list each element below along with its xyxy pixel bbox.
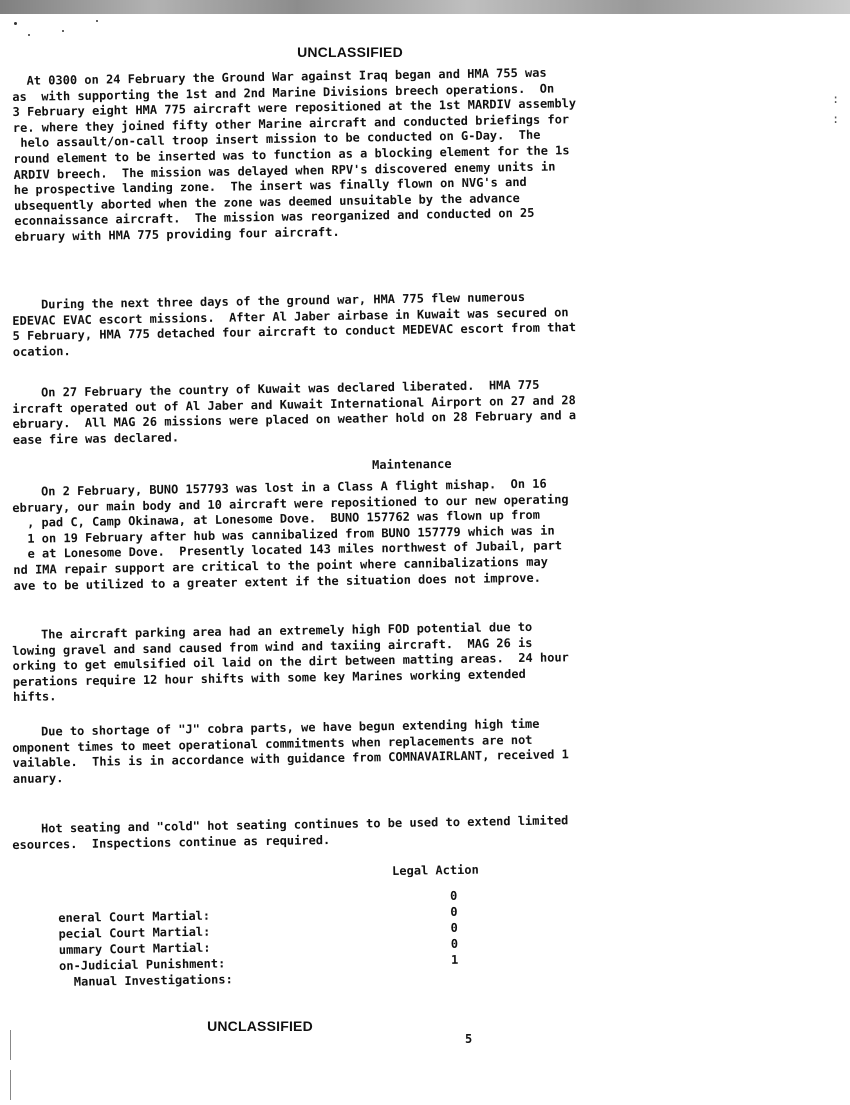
legal-row-label: eneral Court Martial: — [58, 908, 211, 925]
legal-row-count: 0 — [450, 904, 458, 919]
legal-row-label: ummary Court Martial: — [58, 940, 211, 957]
legal-row-count: 0 — [450, 936, 459, 951]
paragraph-ground-war: At 0300 on 24 February the Ground War against Iraq began and HMA 755 was as with supporting the 1st and 2nd Marine Divisions breech operations. On 3 February eight HMA 775 aircraft were repositioned at the 1st MARDIV assembly re. where they joined fifty other Marine aircraft and conducted briefings for helo assault/on-call troop insert mission to be conducted on G-Day. The round element to be inserted was to function as a blocking element for the 1s ARDIV breech. The mission was delayed when RPV's discovered enemy units in he prospective landing zone. The insert was finally flown on NVG's and ubsequently aborted when the zone was deemed unsuitable by the advance econnaissance aircraft. The mission was reorganized and conducted on 25 ebruary with HMA 775 providing four aircraft. — [12, 65, 577, 244]
legal-row-label: Manual Investigations: — [59, 972, 233, 989]
paragraph-hot-seating: Hot seating and "cold" hot seating continues to be used to extend limited esources. Inspections continue as required. — [12, 813, 569, 852]
paragraph-fod: The aircraft parking area had an extremely high FOD potential due to lowing gravel and sand caused from wind and taxiing aircraft. MAG 26 is orking to get emulsified oil laid on the dirt between matting areas. 24 hour perations require 12 hour shifts with some key Marines working extended hifts. — [12, 619, 569, 705]
scan-speck — [28, 34, 30, 36]
scan-speck — [14, 22, 17, 25]
legal-row-count: 0 — [449, 888, 458, 903]
legal-row-label: on-Judicial Punishment: — [59, 956, 226, 973]
scan-top-edge — [0, 0, 850, 14]
legal-row-count: 1 — [450, 952, 459, 967]
scan-margin-line — [10, 1070, 11, 1100]
edge-mark: : — [832, 92, 840, 106]
legal-row-count: 0 — [450, 920, 458, 935]
paragraph-mishap: On 2 February, BUNO 157793 was lost in a Class A flight mishap. On 16 ebruary, our main body and 10 aircraft were repositioned to our new operating , pad C, Camp Okinawa, at Lonesome Dove. BUNO 157762 was flown up from 1 on 19 February after hub was cannibalized from BUNO 157779 which was in e at Lonesome Dove. Presently located 143 miles northwest of Jubail, part nd IMA repair support are critical to the point where cannibalizations may ave to be utilized to a greater extent if the situation does not improve. — [12, 476, 569, 593]
scan-speck — [96, 20, 98, 22]
classification-bottom: UNCLASSIFIED — [207, 1018, 313, 1034]
scan-speck — [62, 30, 64, 32]
paragraph-cobra-parts: Due to shortage of "J" cobra parts, we have begun extending high time omponent times to meet operational commitments when replacements are not vailable. This is in accordance with guidance from COMNAVAIRLANT, received 1 anuary. — [12, 716, 569, 786]
page-number: 5 — [465, 1032, 473, 1046]
heading-maintenance: Maintenance — [372, 456, 452, 472]
heading-legal-action: Legal Action — [392, 862, 479, 878]
paragraph-medevac: During the next three days of the ground war, HMA 775 flew numerous EDEVAC EVAC escort missions. After Al Jaber airbase in Kuwait was secured on 5 February, HMA 775 detached four aircraft to conduct MEDEVAC escort from that ocation. — [12, 289, 577, 359]
classification-top: UNCLASSIFIED — [297, 44, 403, 60]
legal-row-label: pecial Court Martial: — [58, 924, 211, 941]
edge-mark: : — [832, 112, 840, 126]
paragraph-liberation: On 27 February the country of Kuwait was declared liberated. HMA 775 ircraft operated out of Al Jaber and Kuwait International Airport on 27 and 28 ebruary. All MAG 26 missions were placed on weather hold on 28 February and a ease fire was declared. — [12, 377, 577, 447]
scan-margin-line — [10, 1030, 11, 1060]
legal-action-table — [58, 888, 479, 991]
